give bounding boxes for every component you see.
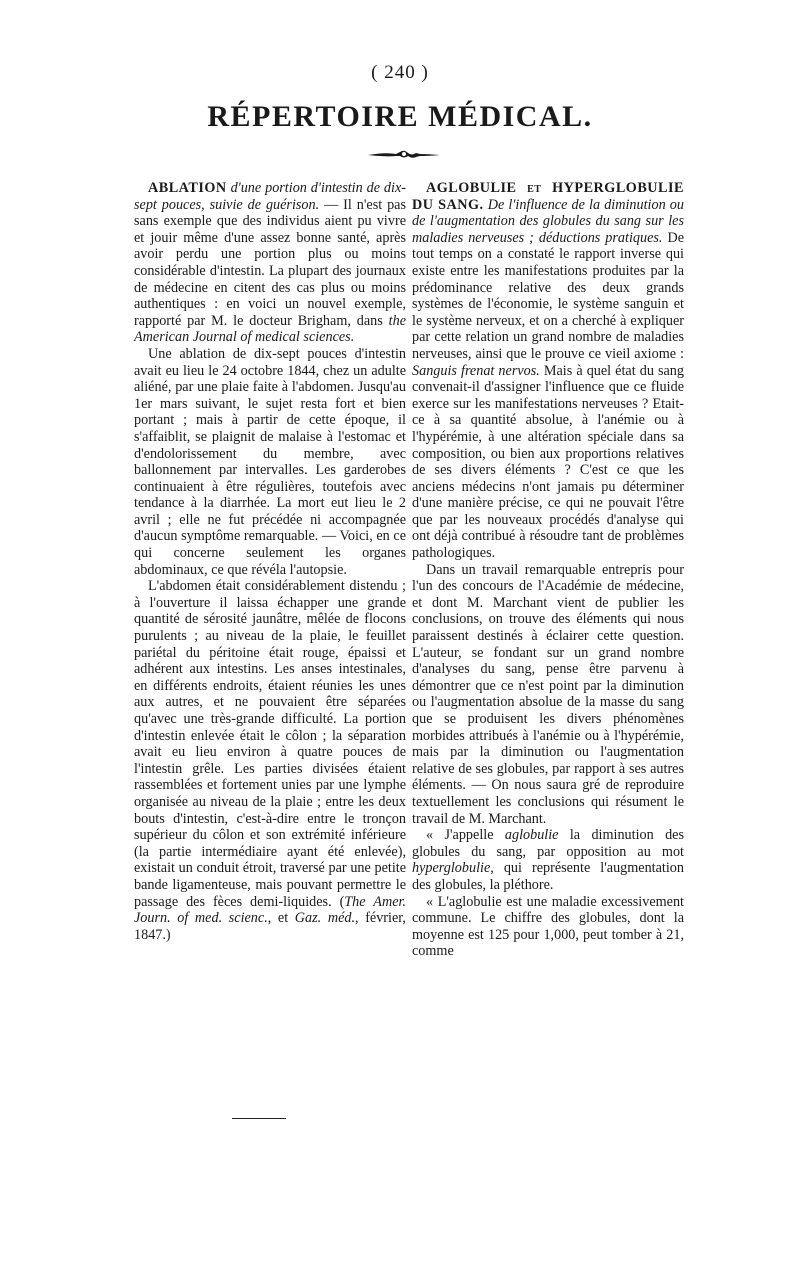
- ornament-divider-icon: [366, 147, 442, 161]
- article-subtitle: De l'influence de la diminution ou de l'augmentation des globules du sang sur les maladies nerveuses ; déductions pratiques.: [412, 196, 684, 246]
- term: aglobulie: [504, 827, 559, 844]
- paragraph-text: , février, 1847.): [134, 910, 406, 943]
- paragraph: Une ablation de dix-sept pouces d'intestin avait eu lieu le 24 octobre 1844, chez un adulte aliéné, par une plaie faite à l'abdomen. Jusqu'au 1er mars suivant, le sujet resta fort et bien portant ; mais à partir de cette époque, il s'affaiblit, se plaignit de malaise à l'estomac et d'endolorissement du membre, avec ballonnement par intervalles. Les garderobes continuaient à être régulières, toutefois avec tendance à la diarrhée. La mort eut lieu le 2 avril ; elle ne fut précédée ni accompagnée d'aucun symptôme remarquable. — Voici, en ce qui concerne seulement les organes abdominaux, ce que révéla l'autopsie.: [134, 345, 406, 578]
- page-title: RÉPERTOIRE MÉDICAL.: [207, 100, 593, 133]
- paragraph: [134, 578, 406, 943]
- paragraph-text: la diminution des globules du sang, par opposition au mot: [412, 827, 684, 860]
- paragraph-text: , qui représente l'augmentation des globules, la pléthore.: [412, 860, 684, 893]
- paragraph: « L'aglobulie est une maladie excessivement commune. Le chiffre des globules, dont la moyenne est 125 pour 1,000, peut tomber à 21, comme: [412, 893, 684, 960]
- term: hyperglobulie: [412, 860, 491, 877]
- journal-reference: The Amer. Journ. of med. scienc.: [134, 893, 406, 927]
- paragraph-text: « J'appelle: [426, 827, 505, 844]
- page-number: ( 240 ): [371, 62, 429, 83]
- paragraph-text: L'abdomen était considérablement distendu ; à l'ouverture il laissa échapper une grande quantité de sérosité jaunâtre, mêlée de flocons purulents ; au niveau de la plaie, le feuillet pariétal du péritoine était rouge, épaissi et adhérent aux intestins. Les anses intestinales, en différents endroits, étaient réunies les unes aux autres, et ne pouvaient être séparées qu'avec une très-grande difficulté. La portion d'intestin enlevée était le côlon ; la séparation avait eu lieu environ à quatre pouces de l'intestin grêle. Les parties divisées étaient rassemblées et fortement unies par une lymphe organisée au niveau de la plaie ; entre les deux bouts d'intestin, c'est-à-dire entre le tronçon supérieur du côlon et son extrémité inférieure (la partie intermédiaire ayant été enlevée), existait un conduit étroit, traversé par une petite bande ligamenteuse, mais pouvant permettre le passage des fèces demi-liquides. (: [134, 578, 406, 910]
- paragraph: Dans un travail remarquable entrepris pour l'un des concours de l'Académie de médecine, et dont M. Marchant vient de publier les conclusions, on trouve des éléments qui nous paraissent destinés à éclairer cette question. L'auteur, se fondant sur un grand nombre d'analyses du sang, pense être parvenu à démontrer que ce n'est point par la diminution ou l'augmentation absolue de la masse du sang que se produisent les divers phénomènes morbides attribués à l'anémie ou à l'hypérémie, mais par la diminution ou l'augmentation relative de ses globules, par rapport à ses autres éléments. — On nous saura gré de reproduire textuellement les conclusions qui résument le travail de M. Marchant.: [412, 561, 684, 827]
- article-text: De tout temps on a constaté le rapport inverse qui existe entre les manifestations produites par la prédominance relative des deux grands systèmes de l'économie, le système sanguin et le système nerveux, et on a cherché à expliquer par cette relation un grand nombre de maladies nerveuses, ainsi que le prouve ce vieil axiome :: [412, 229, 684, 362]
- article-subtitle: d'une portion d'intestin de dix-sept pouces, suivie de guérison.: [134, 180, 406, 213]
- journal-reference: the American Journal of medical sciences.: [134, 312, 406, 346]
- paragraph: [412, 827, 684, 893]
- latin-axiom: Sanguis frenat nervos.: [412, 362, 540, 379]
- article-heading: ABLATION: [148, 180, 227, 196]
- article-aglobulie: [412, 180, 684, 562]
- article-text: — Il n'est pas sans exemple que des individus aient pu vivre et jouir même d'une assez bonne santé, après avoir perdu une portion plus ou moins considérable d'intestin. La plupart des journaux de médecine en citent des cas plus ou moins authentiques : en voici un nouvel exemple, rapporté par M. le docteur Brigham, dans: [134, 196, 406, 329]
- article-text: Mais à quel état du sang convenait-il d'assigner l'influence que ce fluide exerce sur les manifestations nerveuses ? Etait-ce à sa quantité absolue, à l'anémie ou à l'hypérémie, à une altération spéciale dans sa composition, ou bien aux proportions relatives de ses divers éléments ? C'est ce que les anciens médecins n'ont jamais pu déterminer d'une manière précise, ce qui ne pouvait l'être que par les nouveaux procédés d'analyse qui ont déjà contribué à résoudre tant de problèmes pathologiques.: [412, 362, 684, 562]
- journal-reference: Gaz. méd.: [294, 910, 356, 927]
- article-heading: AGLOBULIE et HYPERGLOBULIE DU SANG.: [412, 180, 684, 213]
- article-ablation: [134, 180, 406, 346]
- end-rule: [232, 1118, 286, 1119]
- right-column: [412, 180, 684, 960]
- paragraph-text: , et: [267, 910, 295, 927]
- left-column: [134, 180, 406, 943]
